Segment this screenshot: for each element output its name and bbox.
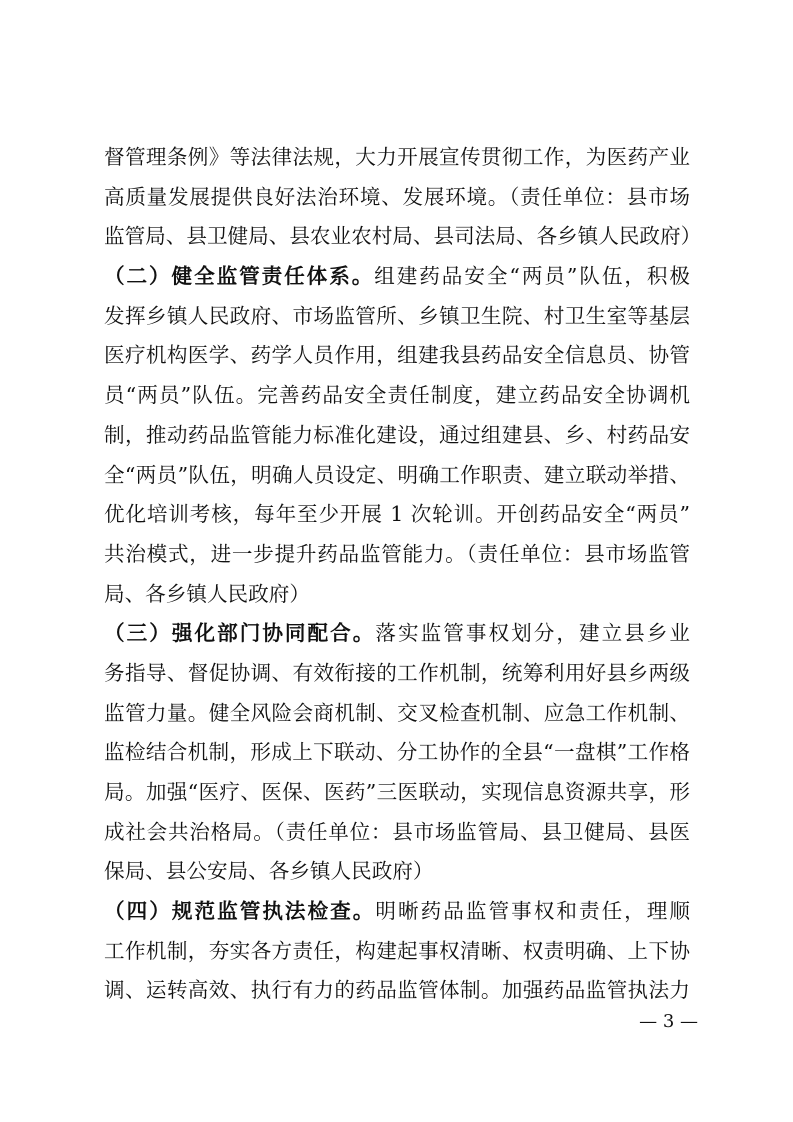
- text-line: 员“两员”队伍。完善药品安全责任制度，建立药品安全协调机: [104, 383, 690, 408]
- text-line: 务指导、督促协调、有效衔接的工作机制，统筹利用好县乡两级: [104, 660, 690, 685]
- text-line: 局。加强“医疗、医保、医药”三医联动，实现信息资源共享，形: [104, 780, 690, 804]
- section-heading: （三）强化部门协同配合。: [104, 621, 376, 646]
- text-line: 监管局、县卫健局、县农业农村局、县司法局、各乡镇人民政府）: [104, 224, 702, 249]
- text-line: 全“两员”队伍，明确人员设定、明确工作职责、建立联动举措、: [104, 462, 690, 487]
- text-line: 制，推动药品监管能力标准化建设，通过组建县、乡、村药品安: [104, 422, 690, 447]
- paragraph-section-4: [104, 892, 690, 1011]
- text-run: 明晰药品监管事权和责任，理顺: [375, 899, 691, 924]
- paragraph-section-2: [104, 257, 690, 614]
- document-body: [104, 138, 702, 1011]
- text-line: 督管理条例》等法律法规，大力开展宣传贯彻工作，为医药产业: [104, 145, 690, 169]
- text-line: 医疗机构医学、药学人员作用，组建我县药品安全信息员、协管: [104, 343, 690, 368]
- text-line: 监检结合机制，形成上下联动、分工协作的全县“一盘棋”工作格: [104, 740, 690, 765]
- text-line: 监管力量。健全风险会商机制、交叉检查机制、应急工作机制、: [104, 700, 690, 725]
- text-line: 成社会共治格局。（责任单位：县市场监管局、县卫健局、县医: [104, 819, 690, 844]
- section-heading: （四）规范监管执法检查。: [104, 899, 376, 924]
- text-line-first: [104, 614, 690, 654]
- text-run: 落实监管事权划分，建立县乡业: [375, 621, 691, 646]
- page-number: — 3 —: [639, 1011, 698, 1032]
- text-line: 工作机制，夯实各方责任，构建起事权清晰、权责明确、上下协: [104, 938, 690, 963]
- text-line: 共治模式，进一步提升药品监管能力。（责任单位：县市场监管: [104, 541, 690, 566]
- paragraph-section-3: [104, 614, 690, 892]
- text-line: 保局、县公安局、各乡镇人民政府）: [104, 859, 434, 884]
- text-run: 组建药品安全“两员”队伍，积极: [374, 264, 690, 289]
- text-line: 优化培训考核，每年至少开展 1 次轮训。开创药品安全“两员”: [104, 502, 690, 527]
- text-line-first: [104, 892, 690, 932]
- paragraph-continuation: [104, 138, 702, 257]
- section-heading: （二）健全监管责任体系。: [104, 264, 375, 289]
- text-line: 调、运转高效、执行有力的药品监管体制。加强药品监管执法力: [104, 978, 690, 1003]
- text-line-first: [104, 257, 690, 297]
- text-line: 局、各乡镇人民政府）: [104, 581, 310, 606]
- text-line: 高质量发展提供良好法治环境、发展环境。（责任单位：县市场: [104, 184, 690, 209]
- text-line: 发挥乡镇人民政府、市场监管所、乡镇卫生院、村卫生室等基层: [104, 303, 690, 328]
